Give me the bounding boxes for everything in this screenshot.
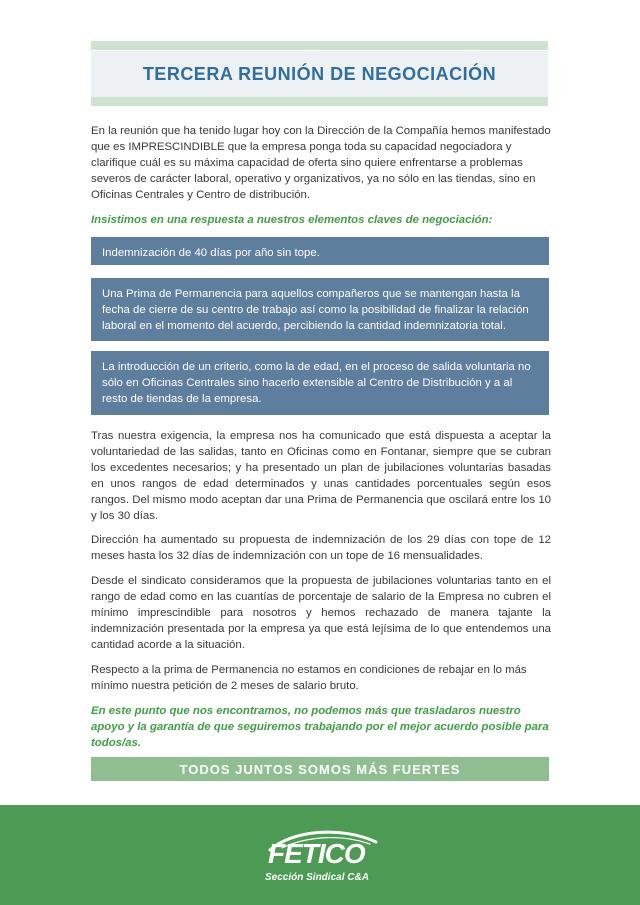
insist-heading: Insistimos en una respuesta a nuestros elementos claves de negociación: [91, 214, 493, 226]
intro-paragraph: En la reunión que ha tenido lugar hoy con la Dirección de la Compañía hemos manifestado que es IMPRESCINDIBLE que la empresa ponga toda su capacidad negociadora y clarifique cuál es su máxima capacidad de oferta sino quiere enfrentarse a problemas severos de carácter laboral, operativo y organizativos, ya no sólo en las tiendas, sino en Oficinas Centrales y Centro de distribución. [91, 125, 551, 201]
claim-box-3: La introducción de un criterio, como la de edad, en el proceso de salida voluntaria no sólo en Oficinas Centrales sino hacerlo extensible al Centro de Distribución y a al resto de tiendas de la empresa. [91, 351, 549, 415]
logo-name: FETICO [268, 838, 365, 869]
title-band-bottom [91, 97, 548, 106]
body-paragraph-4: Respecto a la prima de Permanencia no estamos en condiciones de rebajar en lo más mínimo nuestra petición de 2 meses de salario bruto. [91, 664, 527, 692]
title-box [91, 51, 548, 97]
body-paragraph-2: Dirección ha aumentado su propuesta de indemnización de los 29 días con tope de 12 meses hasta los 32 días de indemnización con un tope de 16 mensualidades. [91, 534, 551, 562]
claim-box-1: Indemnización de 40 días por año sin tope. [91, 237, 549, 265]
closing-statement: En este punto que nos encontramos, no podemos más que trasladaros nuestro apoyo y la garantía de que seguiremos trabajando por el mejor acuerdo posible para todos/as. [91, 705, 549, 749]
claim-box-2: Una Prima de Permanencia para aquellos compañeros que se mantengan hasta la fecha de cierre de su centro de trabajo así como la posibilidad de finalizar la relación laboral en el momento del acuerdo, percibiendo la cantidad indemnizatoria total. [91, 278, 549, 341]
body-paragraph-1: Tras nuestra exigencia, la empresa nos ha comunicado que está dispuesta a aceptar la voluntariedad de las salidas, tanto en Oficinas como en Fontanar, siempre que se cubran los excedentes necesarios; y ha presentado un plan de jubilaciones voluntarias basadas en unos rangos de edad determinados y unas cantidades porcentuales según esos rangos. Del mismo modo aceptan dar una Prima de Permanencia que oscilará entre los 10 y los 30 días. [91, 430, 551, 522]
page-title: TERCERA REUNIÓN DE NEGOCIACIÓN [142, 63, 497, 84]
title-band-top [91, 41, 548, 50]
slogan-bar: TODOS JUNTOS SOMOS MÁS FUERTES [91, 757, 549, 781]
logo-subtitle: Sección Sindical C&A [265, 872, 369, 883]
body-paragraph-3: Desde el sindicato consideramos que la propuesta de jubilaciones voluntarias tanto en el rango de edad como en las cuantías de porcentaje de salario de la Empresa no cubren el mínimo imprescindible para nosotros y hemos rechazado de manera tajante la indemnización presentada por la empresa ya que está lejísima de lo que entendemos una cantidad acorde a la situación. [91, 575, 551, 651]
